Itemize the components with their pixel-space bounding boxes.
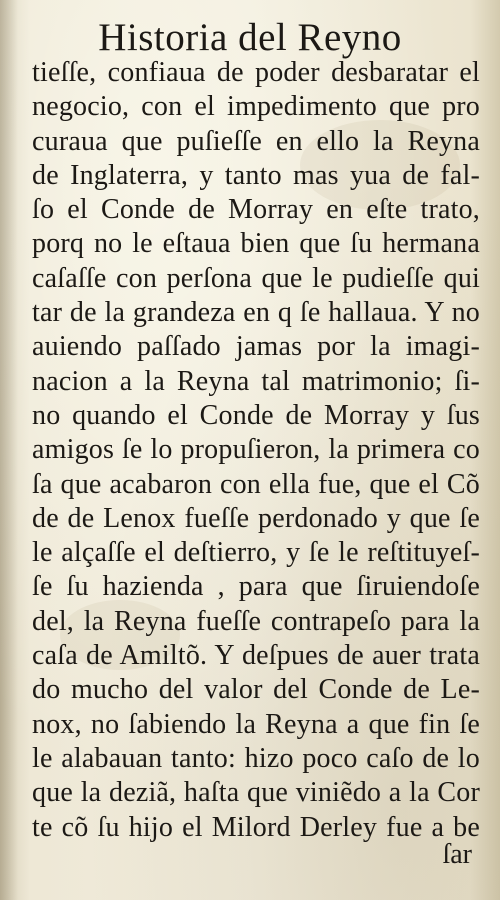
text-line: auiendo paſſado jamas por la imagi-: [32, 331, 480, 363]
text-line: del, la Reyna fueſſe contrapeſo para la: [32, 605, 480, 637]
text-line: le alabauan tanto: hizo poco caſo de lo: [32, 742, 480, 774]
body-text: [32, 56, 480, 845]
running-title: Historia del Reyno: [98, 16, 402, 59]
text-line: negocio, con el impedimento que pro: [32, 91, 480, 123]
text-line: tar de la grandeza en q ſe hallaua. Y no: [32, 297, 480, 329]
page-gutter-shadow: [0, 0, 18, 900]
text-line: que la deziã, haſta que viniẽdo a la Cor: [32, 777, 480, 809]
text-line: le alçaſſe el deſtierro, y ſe le reſtituyeſ-: [32, 537, 480, 569]
text-line: amigos ſe lo propuſieron, la primera co: [32, 434, 480, 466]
text-line: de Inglaterra, y tanto mas yua de fal-: [32, 159, 480, 191]
text-line: ſo el Conde de Morray en eſte trato,: [32, 194, 480, 226]
catchword: ſar: [442, 839, 472, 870]
text-line: do mucho del valor del Conde de Le-: [32, 674, 480, 706]
text-line: no quando el Conde de Morray y ſus: [32, 399, 480, 431]
text-line: caſaſſe con perſona que le pudieſſe qui: [32, 262, 480, 294]
text-line: porq no le eſtaua bien que ſu hermana: [32, 228, 480, 260]
text-line: te cõ ſu hijo el Milord Derley fue a be: [32, 811, 480, 843]
text-line: nacion a la Reyna tal matrimonio; ſi-: [32, 365, 480, 397]
text-line: nox, no ſabiendo la Reyna a que fin ſe: [32, 708, 480, 740]
text-line: curaua que puſieſſe en ello la Reyna: [32, 125, 480, 157]
text-line: ſe ſu hazienda , para que ſiruiendoſe: [32, 571, 480, 603]
text-line: de de Lenox fueſſe perdonado y que ſe: [32, 502, 480, 534]
text-line: ſa que acabaron con ella fue, que el Cõ: [32, 468, 480, 500]
text-line: tieſſe, confiaua de poder desbaratar el: [32, 57, 480, 88]
text-line: caſa de Amiltõ. Y deſpues de auer trata: [32, 640, 480, 672]
